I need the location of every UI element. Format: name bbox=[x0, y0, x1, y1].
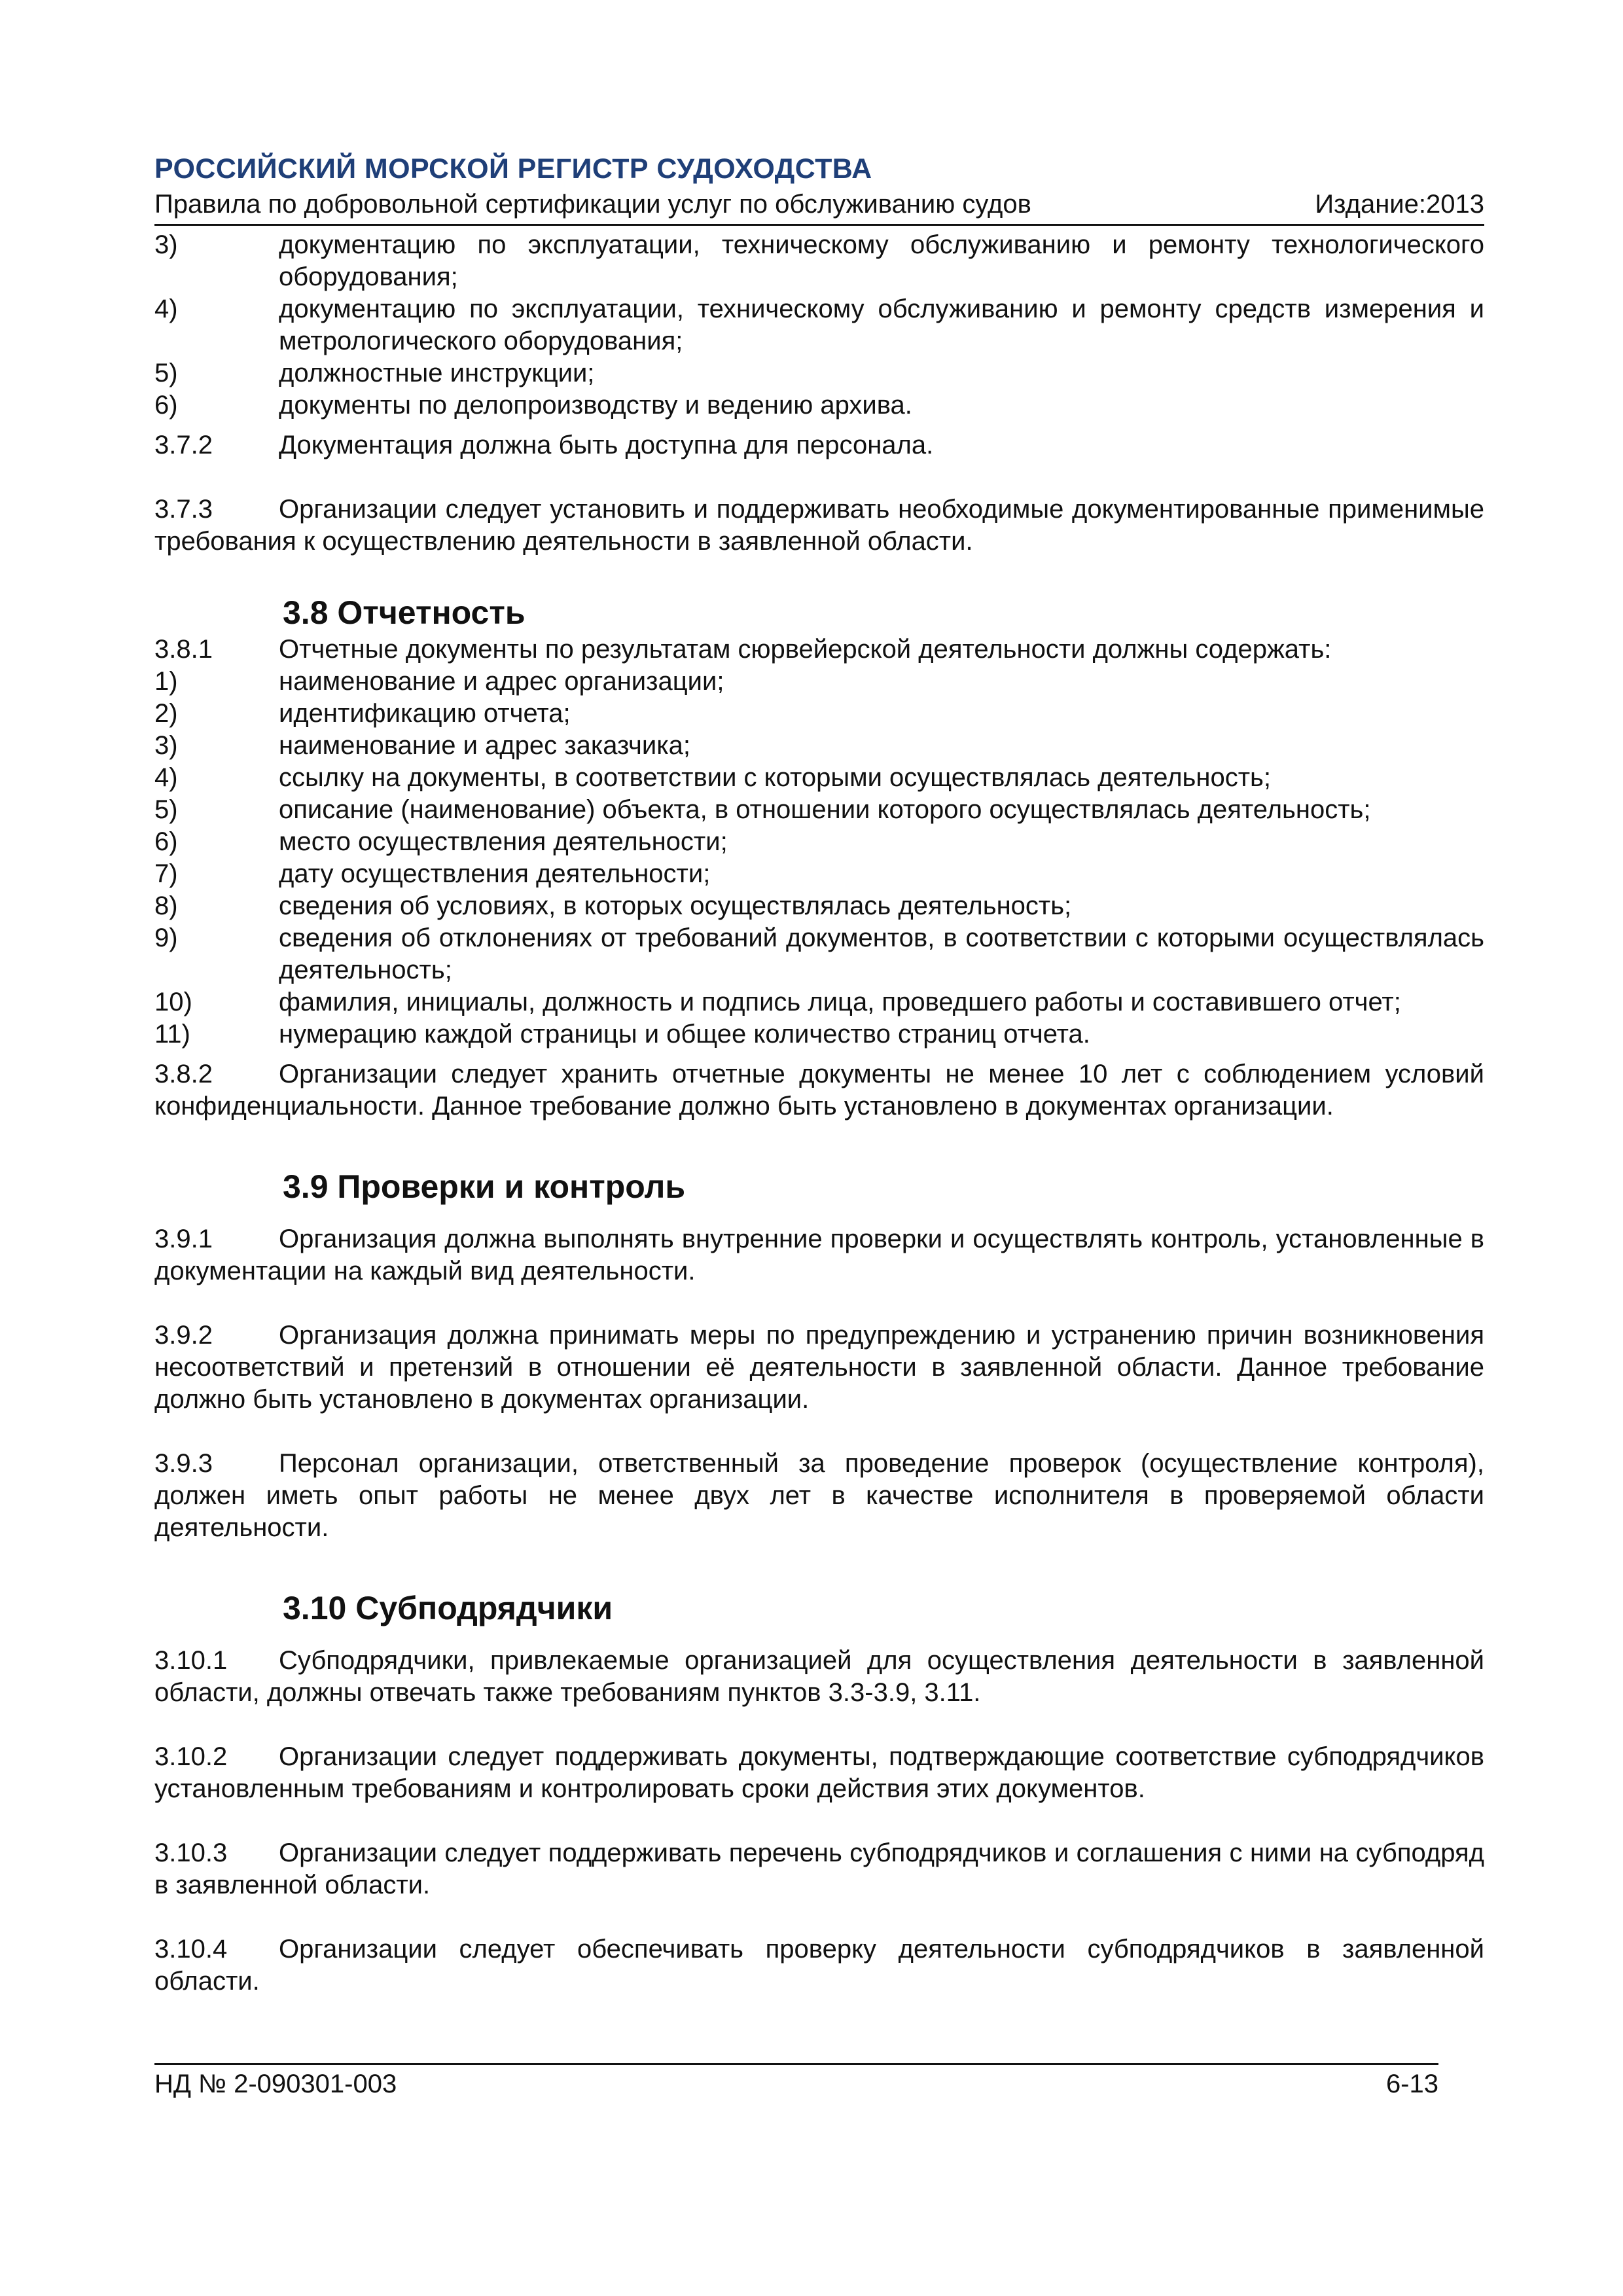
list-item bbox=[154, 229, 1484, 293]
paragraph-number: 3.9.3 bbox=[154, 1449, 213, 1478]
paragraph-3-9-3 bbox=[154, 1448, 1484, 1544]
paragraph-text: Организации следует обеспечивать проверку деятельности субподрядчиков в заявленной области. bbox=[154, 1935, 1484, 1996]
document-number: НД № 2-090301-003 bbox=[154, 2070, 397, 2098]
list-item-number: 4) bbox=[154, 295, 178, 323]
list-item bbox=[154, 357, 1484, 389]
list-item-text: наименование и адрес организации; bbox=[279, 667, 724, 696]
paragraph-3-7-3 bbox=[154, 493, 1484, 558]
list-item-text: документы по делопроизводству и ведению архива. bbox=[279, 391, 912, 420]
paragraph-number: 3.8.2 bbox=[154, 1060, 213, 1088]
list-item-text: нумерацию каждой страницы и общее количество страниц отчета. bbox=[279, 1020, 1090, 1049]
page-header bbox=[154, 152, 1484, 226]
list-item-number: 6) bbox=[154, 827, 178, 856]
header-subline bbox=[154, 186, 1484, 226]
paragraph-3-9-1 bbox=[154, 1223, 1484, 1287]
list-item-number: 5) bbox=[154, 795, 178, 824]
list-item bbox=[154, 762, 1484, 794]
section-title-3-10: 3.10 Субподрядчики bbox=[283, 1590, 613, 1626]
organization-name: РОССИЙСКИЙ МОРСКОЙ РЕГИСТР СУДОХОДСТВА bbox=[154, 153, 872, 185]
paragraph-3-9-2 bbox=[154, 1319, 1484, 1416]
list-item-text: сведения об условиях, в которых осуществлялась деятельность; bbox=[279, 891, 1072, 920]
document-body bbox=[154, 229, 1484, 1998]
paragraph-3-7-2 bbox=[154, 429, 1484, 461]
list-item-number: 5) bbox=[154, 359, 178, 387]
edition-label: Издание:2013 bbox=[1315, 190, 1484, 219]
list-item bbox=[154, 986, 1484, 1018]
list-item-number: 2) bbox=[154, 699, 178, 728]
paragraph-number: 3.10.2 bbox=[154, 1742, 228, 1771]
list-item bbox=[154, 858, 1484, 890]
list-documentation bbox=[154, 229, 1484, 422]
paragraph-text: Персонал организации, ответственный за проведение проверок (осуществление контроля), должен иметь опыт работы не менее двух лет в качестве исполнителя в проверяемой области деятельности. bbox=[154, 1449, 1484, 1542]
paragraph-text: Организация должна принимать меры по предупреждению и устранению причин возникновения несоответствий и претензий в отношении её деятельности в заявленной области. Данное требование должно быть установлено в документах организации. bbox=[154, 1321, 1484, 1414]
list-item-text: фамилия, инициалы, должность и подпись лица, проведшего работы и составившего отчет; bbox=[279, 988, 1401, 1016]
list-item-number: 7) bbox=[154, 859, 178, 888]
paragraph-number: 3.7.2 bbox=[154, 431, 213, 459]
list-item-text: дату осуществления деятельности; bbox=[279, 859, 711, 888]
paragraph-number: 3.8.1 bbox=[154, 635, 213, 664]
list-item bbox=[154, 1018, 1484, 1050]
list-item bbox=[154, 666, 1484, 698]
page-number: 6-13 bbox=[1385, 2070, 1438, 2098]
list-item-number: 3) bbox=[154, 230, 178, 259]
list-item-number: 11) bbox=[154, 1020, 190, 1049]
list-item-text: место осуществления деятельности; bbox=[279, 827, 728, 856]
list-item-number: 10) bbox=[154, 988, 192, 1016]
list-item-number: 6) bbox=[154, 391, 178, 420]
list-item-text: идентификацию отчета; bbox=[279, 699, 571, 728]
paragraph-3-10-2 bbox=[154, 1741, 1484, 1805]
paragraph-number: 3.9.1 bbox=[154, 1225, 213, 1253]
list-item-text: наименование и адрес заказчика; bbox=[279, 731, 690, 760]
list-item-text: ссылку на документы, в соответствии с которыми осуществлялась деятельность; bbox=[279, 763, 1271, 792]
list-item bbox=[154, 826, 1484, 858]
paragraph-text: Организации следует хранить отчетные документы не менее 10 лет с соблюдением условий конфиденциальности. Данное требование должно быть установлено в документах организации. bbox=[154, 1060, 1484, 1121]
paragraph-3-10-4 bbox=[154, 1933, 1484, 1998]
page-footer bbox=[154, 2063, 1438, 2100]
paragraph-text: Отчетные документы по результатам сюрвейерской деятельности должны содержать: bbox=[279, 635, 1332, 664]
paragraph-number: 3.10.1 bbox=[154, 1646, 228, 1675]
section-title-3-9: 3.9 Проверки и контроль bbox=[283, 1168, 686, 1205]
paragraph-text: Организации следует поддерживать документы, подтверждающие соответствие субподрядчиков установленным требованиям и контролировать сроки действия этих документов. bbox=[154, 1742, 1484, 1803]
paragraph-3-8-1 bbox=[154, 634, 1484, 666]
paragraph-3-10-1 bbox=[154, 1645, 1484, 1709]
list-item bbox=[154, 890, 1484, 922]
list-item-number: 4) bbox=[154, 763, 178, 792]
paragraph-number: 3.7.3 bbox=[154, 495, 213, 524]
list-item bbox=[154, 293, 1484, 357]
paragraph-number: 3.10.3 bbox=[154, 1839, 228, 1867]
list-report-contents bbox=[154, 666, 1484, 1050]
rules-title: Правила по добровольной сертификации услуг по обслуживанию судов bbox=[154, 190, 1031, 219]
list-item bbox=[154, 730, 1484, 762]
list-item-text: описание (наименование) объекта, в отношении которого осуществлялась деятельность; bbox=[279, 795, 1371, 824]
list-item bbox=[154, 698, 1484, 730]
paragraph-text: Организация должна выполнять внутренние проверки и осуществлять контроль, установленные в документации на каждый вид деятельности. bbox=[154, 1225, 1484, 1285]
paragraph-number: 3.10.4 bbox=[154, 1935, 228, 1964]
paragraph-number: 3.9.2 bbox=[154, 1321, 213, 1350]
list-item-number: 8) bbox=[154, 891, 178, 920]
paragraph-3-10-3 bbox=[154, 1837, 1484, 1901]
paragraph-text: Организации следует установить и поддерживать необходимые документированные применимые требования к осуществлению деятельности в заявленной области. bbox=[154, 495, 1484, 556]
list-item-number: 1) bbox=[154, 667, 178, 696]
paragraph-text: Документация должна быть доступна для персонала. bbox=[279, 431, 934, 459]
paragraph-text: Субподрядчики, привлекаемые организацией для осуществления деятельности в заявленной области, должны отвечать также требованиям пунктов 3.3-3.9, 3.11. bbox=[154, 1646, 1484, 1707]
list-item-text: должностные инструкции; bbox=[279, 359, 595, 387]
list-item bbox=[154, 922, 1484, 986]
list-item bbox=[154, 794, 1484, 826]
section-title-3-8: 3.8 Отчетность bbox=[283, 594, 526, 631]
paragraph-text: Организации следует поддерживать перечень субподрядчиков и соглашения с ними на субподряд в заявленной области. bbox=[154, 1839, 1484, 1899]
list-item-text: документацию по эксплуатации, техническому обслуживанию и ремонту средств измерения и метрологического оборудования; bbox=[279, 295, 1484, 355]
list-item bbox=[154, 389, 1484, 422]
list-item-number: 3) bbox=[154, 731, 178, 760]
list-item-number: 9) bbox=[154, 924, 178, 952]
list-item-text: документацию по эксплуатации, техническому обслуживанию и ремонту технологического оборудования; bbox=[279, 230, 1484, 291]
list-item-text: сведения об отклонениях от требований документов, в соответствии с которыми осуществлялась деятельность; bbox=[279, 924, 1484, 984]
paragraph-3-8-2 bbox=[154, 1058, 1484, 1122]
